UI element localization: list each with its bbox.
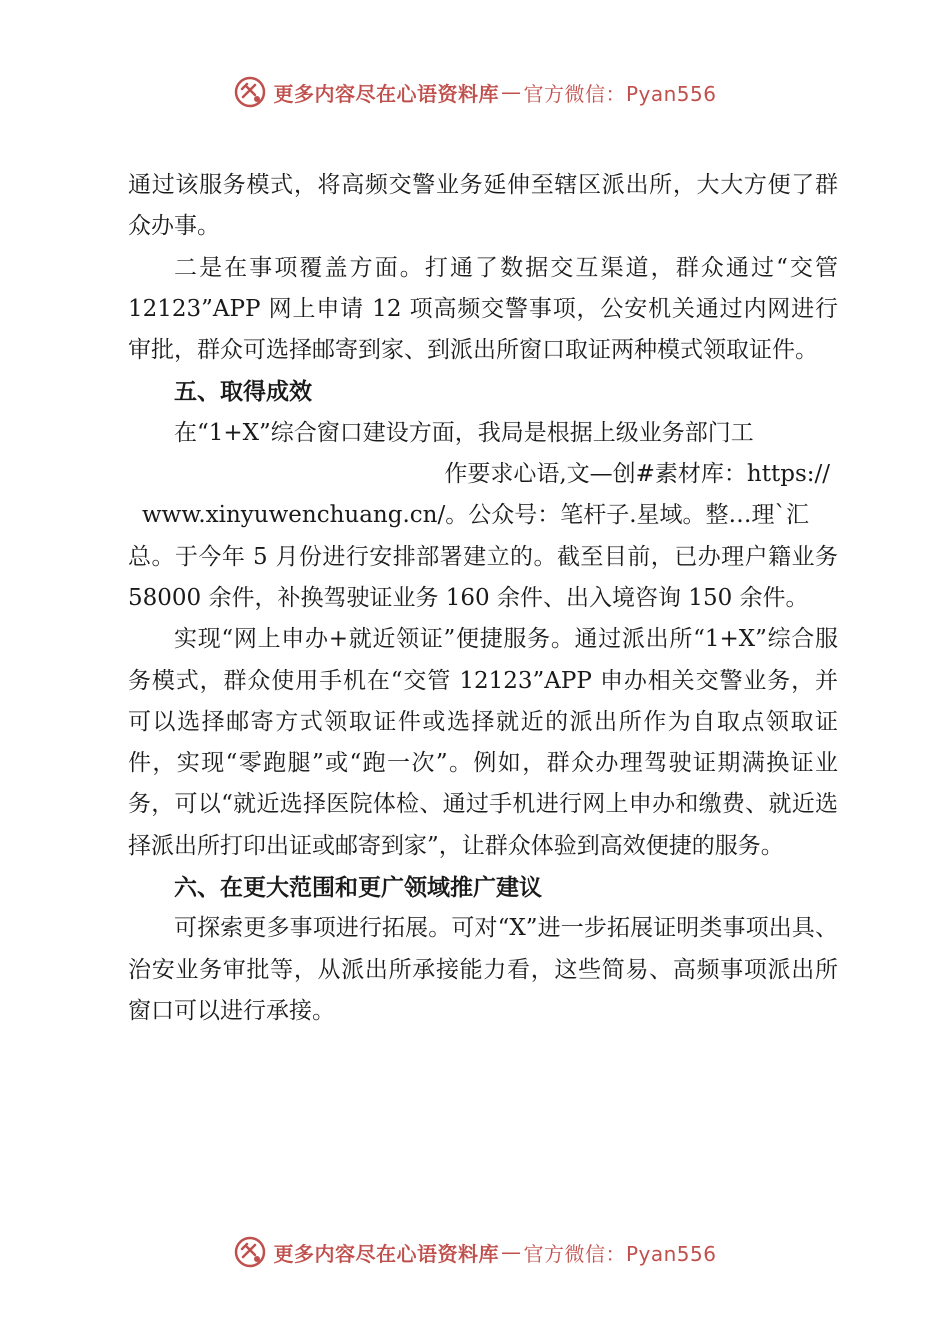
paragraph-results-url: www.xinyuwenchuang.cn/。公众号：笔杆子.星域。整…理`汇 [142,502,810,529]
banner-title: 更多内容尽在心语资料库 [273,81,499,106]
footer-banner-title: 更多内容尽在心语资料库 [273,1241,499,1266]
section-heading-results: 五、取得成效 [174,378,312,406]
seal-logo-icon [233,1235,267,1269]
paragraph-results-line1: 在“1+X”综合窗口建设方面，我局是根据上级业务部门工 [174,419,754,446]
banner-wechat: 官方微信：Pyan556 [523,81,717,106]
paragraph-promotion: 可探索更多事项进行拓展。可对“X”进一步拓展证明类事项出具、治安业务审批等，从派出所承接能力看，这些简易、高频事项派出所窗口可以进行承接。 [128,915,838,1024]
paragraph-results-rest: 总。于今年 5 月份进行安排部署建立的。截至目前，已办理户籍业务 58000 余件，补换驾驶证业务 160 余件、出入境咨询 150 余件。 [128,543,838,611]
document-body [128,165,838,1032]
paragraph-continuation: 通过该服务模式，将高频交警业务延伸至辖区派出所，大大方便了群众办事。 [128,172,838,240]
banner-dash: — [500,80,522,104]
paragraph-online-service: 实现“网上申办+就近领证”便捷服务。通过派出所“1+X”综合服务模式，群众使用手机在“交管 12123”APP 申办相关交警业务，并可以选择邮寄方式领取证件或选择就近的派出所作为自取点领取证件，实现“零跑腿”或“跑一次”。例如，群众办理驾驶证期满换证业务，可以“就近选择医院体检、通过手机进行网上申办和缴费、就近选择派出所打印出证或邮寄到家”，让群众体验到高效便捷的服务。 [128,626,838,859]
footer-banner-dash: — [500,1240,522,1264]
header-banner [0,72,950,112]
section-heading-promotion: 六、在更大范围和更广领域推广建议 [174,874,542,902]
footer-banner [0,1232,950,1272]
paragraph-item-coverage: 二是在事项覆盖方面。打通了数据交互渠道，群众通过“交管 12123”APP 网上申请 12 项高频交警事项，公安机关通过内网进行审批，群众可选择邮寄到家、到派出所窗口取证两种模式领取证件。 [128,254,838,364]
seal-logo-icon [233,75,267,109]
paragraph-results-watermark: 作要求心语,文—创#素材库：https:// [444,461,830,488]
footer-banner-wechat: 官方微信：Pyan556 [523,1241,717,1266]
